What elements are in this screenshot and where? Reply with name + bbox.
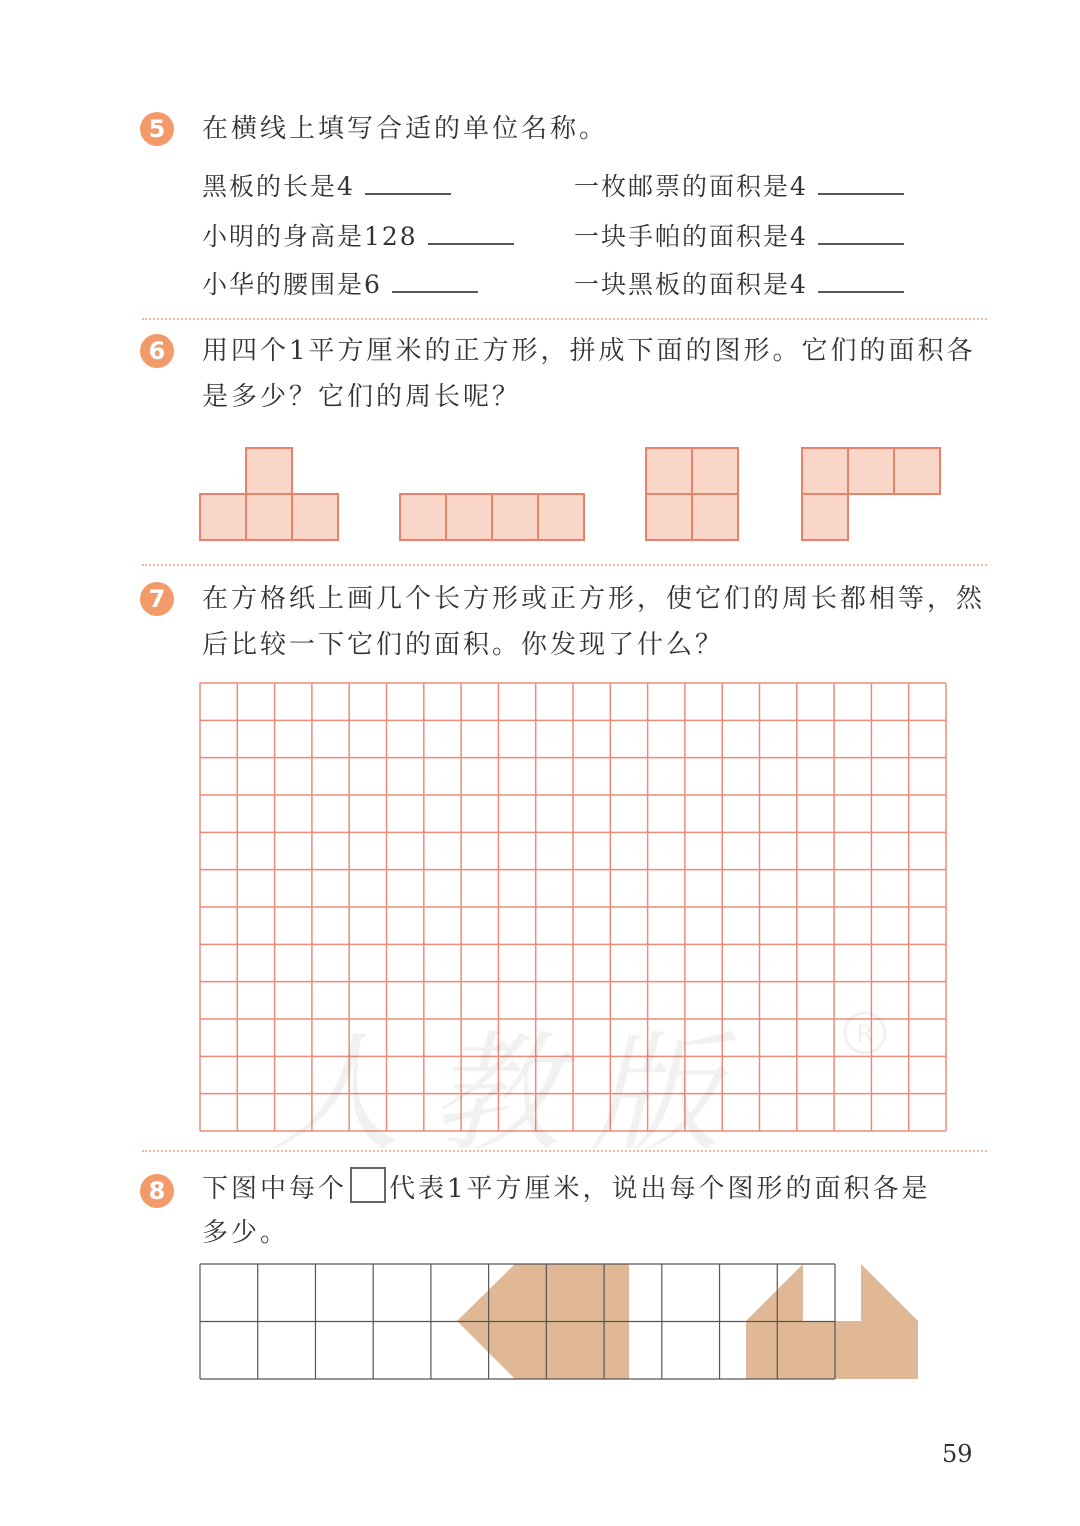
question-7-number: 7 — [140, 582, 174, 616]
watermark-text: 人教版 — [270, 1018, 751, 1170]
answer-blank[interactable] — [428, 221, 514, 245]
question-8-line-2: 多少。 — [202, 1218, 290, 1248]
q5-item-label: 黑板的长是4 — [202, 172, 355, 201]
question-6-line-1: 用四个1平方厘米的正方形，拼成下面的图形。它们的面积各 — [202, 336, 976, 366]
question-5-text: 在横线上填写合适的单位名称。 — [202, 114, 609, 144]
question-8-text-a: 下图中每个 — [202, 1174, 348, 1204]
answer-blank[interactable] — [365, 171, 451, 195]
q5-item-6 — [574, 268, 904, 302]
unit-square-icon — [350, 1167, 386, 1203]
section-divider — [142, 318, 987, 320]
q6-shapes — [0, 440, 1080, 560]
question-6-line-2: 是多少？它们的周长呢？ — [202, 382, 522, 412]
q8-area-grid — [199, 1262, 839, 1382]
svg-text:R: R — [856, 1020, 874, 1048]
question-7-line-1: 在方格纸上画几个长方形或正方形，使它们的周长都相等，然 — [202, 584, 986, 614]
answer-blank[interactable] — [392, 269, 478, 293]
answer-blank[interactable] — [818, 221, 904, 245]
square-grid-paper[interactable] — [199, 682, 947, 1132]
q5-item-3 — [202, 220, 514, 254]
q5-item-2 — [574, 170, 904, 204]
shape-t — [200, 448, 338, 540]
question-6-number: 6 — [140, 334, 174, 368]
answer-blank[interactable] — [818, 269, 904, 293]
shape-square — [646, 448, 738, 540]
q5-item-label: 小明的身高是128 — [202, 222, 418, 251]
section-divider — [142, 564, 987, 566]
question-8-line-1 — [202, 1166, 931, 1212]
q5-item-4 — [574, 220, 904, 254]
answer-blank[interactable] — [818, 171, 904, 195]
question-7-line-2: 后比较一下它们的面积。你发现了什么？ — [202, 630, 725, 660]
q5-item-label: 小华的腰围是6 — [202, 270, 382, 299]
section-divider — [142, 1150, 987, 1152]
question-8-number: 8 — [140, 1174, 174, 1208]
question-8-text-b: 代表1平方厘米，说出每个图形的面积各是 — [389, 1174, 931, 1204]
q5-item-label: 一块黑板的面积是4 — [574, 270, 808, 299]
q5-item-5 — [202, 268, 478, 302]
q5-item-1 — [202, 170, 451, 204]
q5-item-label: 一枚邮票的面积是4 — [574, 172, 808, 201]
shape-l — [802, 448, 940, 540]
question-5-number: 5 — [140, 112, 174, 146]
page-number: 59 — [942, 1440, 973, 1468]
shape-line — [400, 494, 584, 540]
q5-item-label: 一块手帕的面积是4 — [574, 222, 808, 251]
